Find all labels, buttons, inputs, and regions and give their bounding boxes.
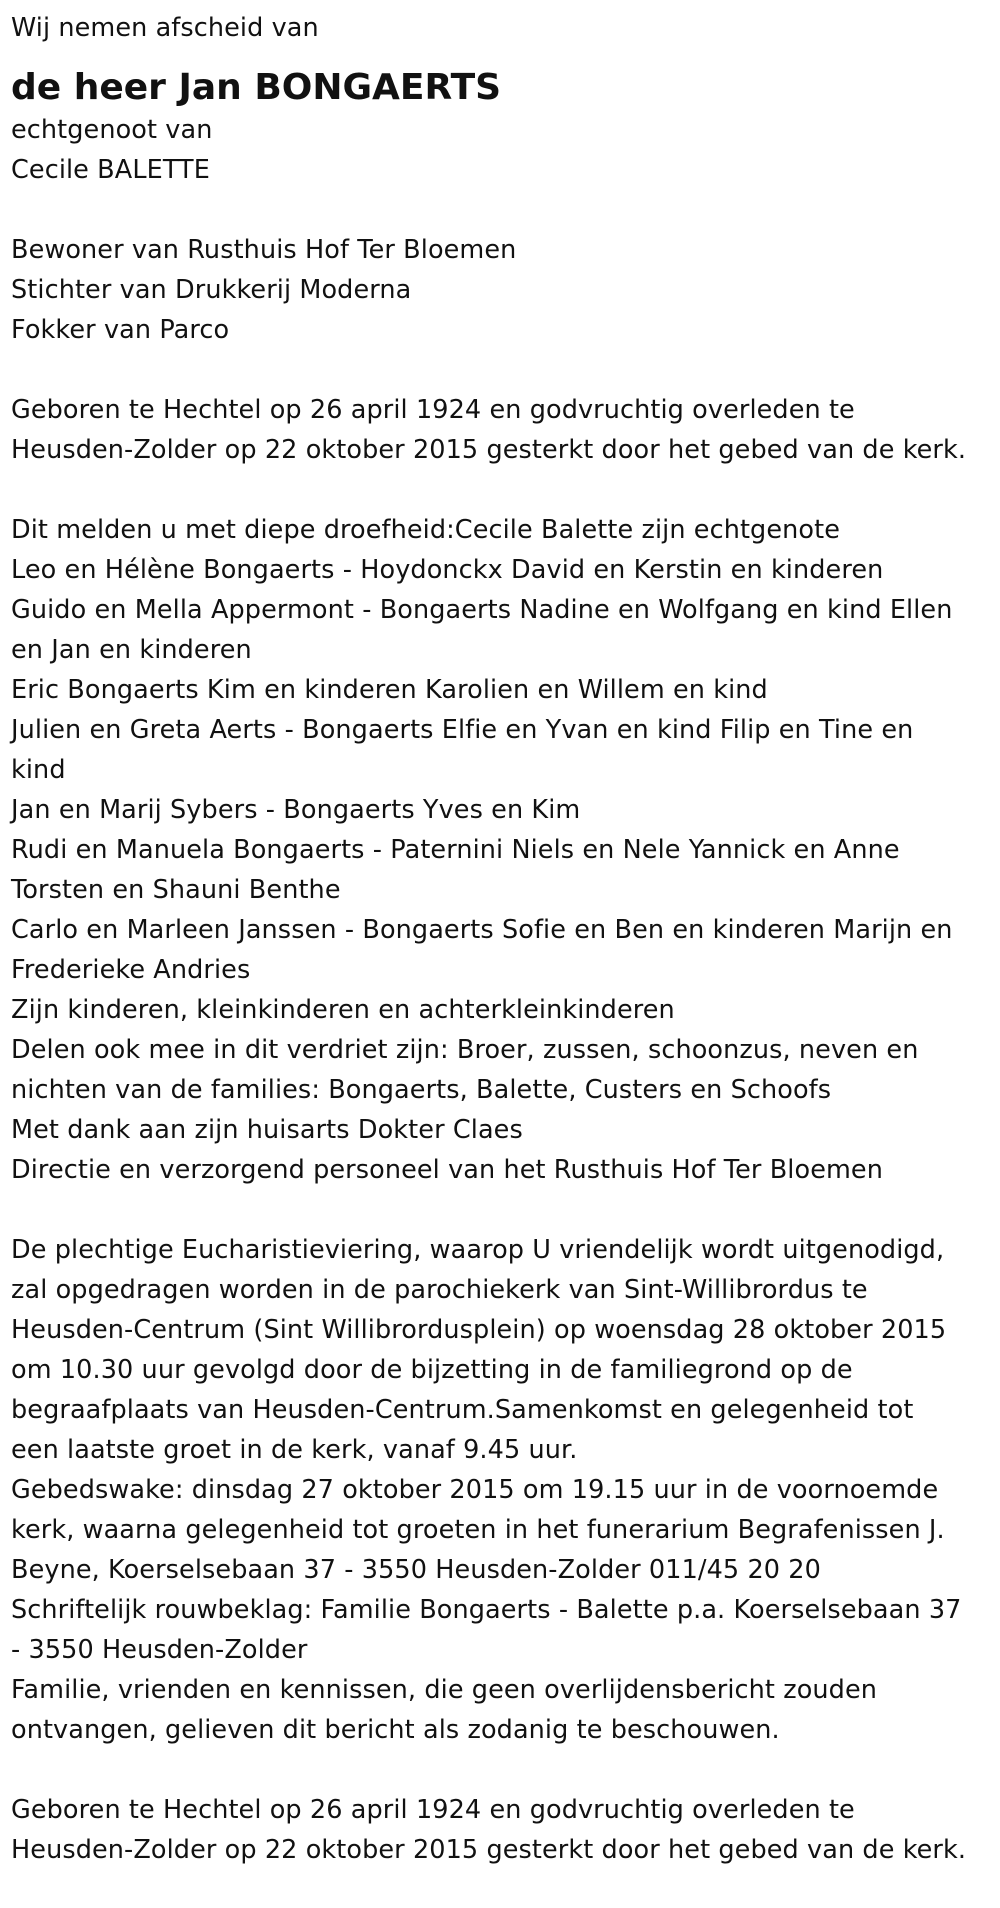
spacer [11, 470, 989, 510]
ceremony-line: zal opgedragen worden in de parochiekerk van Sint-Willibrordus te [11, 1275, 868, 1305]
ceremony-line: De plechtige Eucharistieviering, waarop U vriendelijk wordt uitgenodigd, [11, 1235, 945, 1265]
ceremony-line: kerk, waarna gelegenheid tot groeten in het funerarium Begrafenissen J. [11, 1515, 945, 1545]
ceremony-line: Familie, vrienden en kennissen, die geen overlijdensbericht zouden [11, 1675, 877, 1705]
family-line: Directie en verzorgend personeel van het Rusthuis Hof Ter Bloemen [11, 1155, 883, 1185]
deceased-name: de heer Jan BONGAERTS [11, 67, 502, 108]
family-section [11, 510, 989, 1190]
ceremony-section [11, 1230, 989, 1750]
family-line: Guido en Mella Appermont - Bongaerts Nadine en Wolfgang en kind Ellen [11, 595, 953, 625]
birth-death-line: Geboren te Hechtel op 26 april 1924 en godvruchtig overleden te [11, 395, 855, 425]
birth-death-line: Heusden-Zolder op 22 oktober 2015 gesterkt door het gebed van de kerk. [11, 435, 967, 465]
ceremony-line: - 3550 Heusden-Zolder [11, 1635, 308, 1665]
ceremony-line: begraafplaats van Heusden-Centrum.Samenkomst en gelegenheid tot [11, 1395, 914, 1425]
ceremony-line: Heusden-Centrum (Sint Willibrordusplein) op woensdag 28 oktober 2015 [11, 1315, 947, 1345]
family-line: Delen ook mee in dit verdriet zijn: Broer, zussen, schoonzus, neven en [11, 1035, 919, 1065]
spacer [11, 1190, 989, 1230]
family-line: Rudi en Manuela Bongaerts - Paternini Niels en Nele Yannick en Anne [11, 835, 900, 865]
closing-line: Heusden-Zolder op 22 oktober 2015 gesterkt door het gebed van de kerk. [11, 1835, 967, 1865]
family-line: Torsten en Shauni Benthe [11, 875, 341, 905]
ceremony-line: Gebedswake: dinsdag 27 oktober 2015 om 19.15 uur in de voornoemde [11, 1475, 939, 1505]
family-line: kind [11, 755, 66, 785]
family-line: Zijn kinderen, kleinkinderen en achterkleinkinderen [11, 995, 675, 1025]
closing-line: Geboren te Hechtel op 26 april 1924 en godvruchtig overleden te [11, 1795, 855, 1825]
ceremony-line: Beyne, Koerselsebaan 37 - 3550 Heusden-Zolder 011/45 20 20 [11, 1555, 821, 1585]
family-line: Dit melden u met diepe droefheid:Cecile Balette zijn echtgenote [11, 515, 840, 545]
family-line: Leo en Hélène Bongaerts - Hoydonckx David en Kerstin en kinderen [11, 555, 884, 585]
family-line: Julien en Greta Aerts - Bongaerts Elfie en Yvan en kind Filip en Tine en [11, 715, 914, 745]
spacer [11, 350, 989, 390]
family-line: en Jan en kinderen [11, 635, 252, 665]
role-line: Bewoner van Rusthuis Hof Ter Bloemen [11, 235, 517, 265]
relation-label: echtgenoot van [11, 115, 213, 145]
spouse-name: Cecile BALETTE [11, 155, 210, 185]
spacer [11, 190, 989, 230]
roles-section [11, 230, 989, 350]
ceremony-line: een laatste groet in de kerk, vanaf 9.45 uur. [11, 1435, 578, 1465]
family-line: Jan en Marij Sybers - Bongaerts Yves en Kim [11, 795, 581, 825]
family-line: Frederieke Andries [11, 955, 251, 985]
birth-death-section [11, 390, 989, 470]
family-line: Carlo en Marleen Janssen - Bongaerts Sofie en Ben en kinderen Marijn en [11, 915, 953, 945]
ceremony-line: Schriftelijk rouwbeklag: Familie Bongaerts - Balette p.a. Koerselsebaan 37 [11, 1595, 962, 1625]
family-line: Met dank aan zijn huisarts Dokter Claes [11, 1115, 523, 1145]
closing-section [11, 1790, 989, 1870]
role-line: Stichter van Drukkerij Moderna [11, 275, 412, 305]
family-line: Eric Bongaerts Kim en kinderen Karolien en Willem en kind [11, 675, 768, 705]
ceremony-line: ontvangen, gelieven dit bericht als zodanig te beschouwen. [11, 1715, 780, 1745]
ceremony-line: om 10.30 uur gevolgd door de bijzetting in de familiegrond op de [11, 1355, 853, 1385]
family-line: nichten van de families: Bongaerts, Balette, Custers en Schoofs [11, 1075, 832, 1105]
intro-text: Wij nemen afscheid van [11, 13, 319, 43]
spacer [11, 1750, 989, 1790]
role-line: Fokker van Parco [11, 315, 230, 345]
